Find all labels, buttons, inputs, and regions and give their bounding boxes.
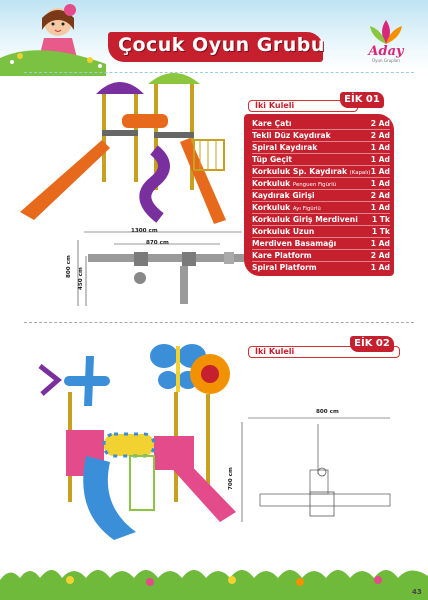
spec-row: Tekli Düz Kaydırak 2 Ad [252,131,390,140]
spec-row: Korkuluk Ayı Figürlü 1 Ad [252,203,390,212]
spec-row: Kare Çatı 2 Ad [252,119,390,128]
girl-mascot-icon [0,0,110,80]
spec-row: Korkuluk Giriş Merdiveni 1 Tk [252,215,390,224]
spec-row: Kare Platform 2 Ad [252,251,390,260]
product-subtitle: İki Kuleli [248,100,358,112]
dimension-inner: 870 cm [146,240,169,246]
section-divider [24,322,414,323]
page-title: Çocuk Oyun Grubu [118,34,325,56]
airplane-figure [40,356,110,406]
logo-text: Aday [368,44,404,59]
playground-eik02-image [34,336,246,558]
spec-row: Tüp Geçit 1 Ad [252,155,390,164]
spec-row: Korkuluk Sp. Kaydırak (Kapalı) 1 Ad [252,167,390,176]
spec-table-eik01 [244,114,394,276]
logo-subtitle: Oyun Grupları [372,58,400,63]
footer-grass [0,560,428,600]
dimension-height-2: 700 cm [228,467,234,490]
dimension-total: 1300 cm [131,228,158,234]
lotus-flower-icon [356,18,416,46]
dimension-side: 450 cm [78,267,84,290]
spec-row: Kaydırak Girişi 2 Ad [252,191,390,200]
floor-plan-eik02 [240,414,410,524]
brand-logo [356,18,416,64]
product-code: EİK 01 [340,92,384,108]
playground-eik01-image [14,70,240,232]
spec-row: Spiral Platform 1 Ad [252,263,390,272]
spec-row: Merdiven Basamağı 1 Ad [252,239,390,248]
spec-row: Korkuluk Uzun 1 Tk [252,227,390,236]
dimension-height: 800 cm [66,255,72,278]
dimension-width-2: 800 cm [316,409,339,415]
sunflower-figure [190,354,230,394]
spec-row: Spiral Kaydırak 1 Ad [252,143,390,152]
spec-row: Korkuluk Penguen Figürlü 1 Ad [252,179,390,188]
page-number: 43 [412,588,422,596]
product-subtitle-2: İki Kuleli [248,346,400,358]
product-code-2: EİK 02 [350,336,394,352]
